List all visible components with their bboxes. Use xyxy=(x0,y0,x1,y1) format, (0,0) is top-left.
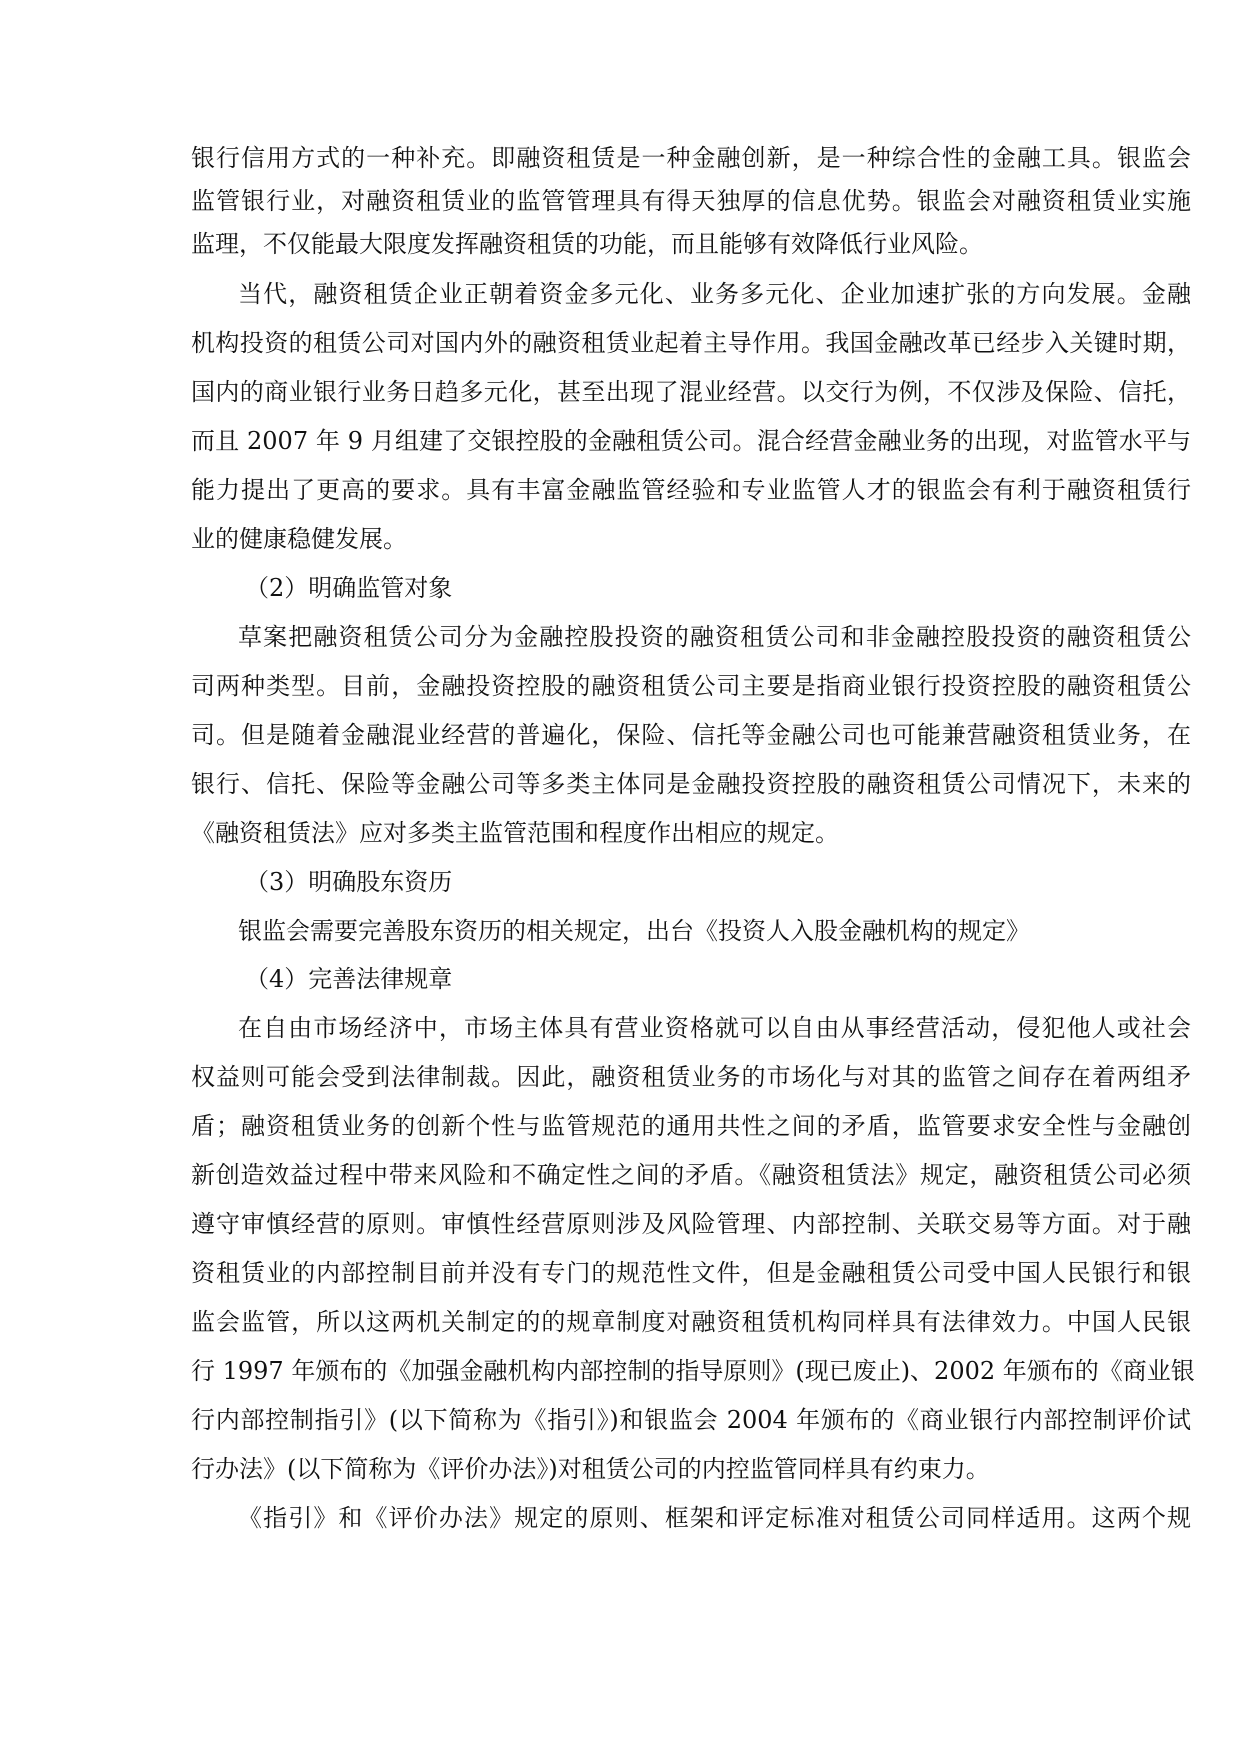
text-line: 当代，融资租赁企业正朝着资金多元化、业务多元化、企业加速扩张的方向发展。金融 xyxy=(238,280,1191,308)
section-heading: （3）明确股东资历 xyxy=(245,868,453,896)
text-line: 新创造效益过程中带来风险和不确定性之间的矛盾。《融资租赁法》规定，融资租赁公司必须 xyxy=(191,1161,1191,1189)
section-heading: （2）明确监管对象 xyxy=(245,574,453,602)
text-line: 银监会需要完善股东资历的相关规定，出台《投资人入股金融机构的规定》 xyxy=(238,917,1030,945)
text-line: 机构投资的租赁公司对国内外的融资租赁业起着主导作用。我国金融改革已经步入关键时期， xyxy=(191,329,1191,357)
text-line: 在自由市场经济中，市场主体具有营业资格就可以自由从事经营活动，侵犯他人或社会 xyxy=(238,1014,1191,1042)
text-line: 监管银行业，对融资租赁业的监管管理具有得天独厚的信息优势。银监会对融资租赁业实施 xyxy=(191,187,1191,215)
text-line: 业的健康稳健发展。 xyxy=(191,525,407,553)
text-line: 国内的商业银行业务日趋多元化，甚至出现了混业经营。以交行为例，不仅涉及保险、信托， xyxy=(191,378,1191,406)
text-line: 行内部控制指引》(以下简称为《指引》)和银监会 2004 年颁布的《商业银行内部控制评价试 xyxy=(191,1406,1191,1434)
text-line: 监会监管，所以这两机关制定的的规章制度对融资租赁机构同样具有法律效力。中国人民银 xyxy=(191,1308,1191,1336)
section-heading: （4）完善法律规章 xyxy=(245,965,453,993)
text-line: 银行、信托、保险等金融公司等多类主体同是金融投资控股的融资租赁公司情况下，未来的 xyxy=(191,770,1191,798)
text-line: 行办法》(以下简称为《评价办法》)对租赁公司的内控监管同样具有约束力。 xyxy=(191,1455,990,1483)
text-line: 权益则可能会受到法律制裁。因此，融资租赁业务的市场化与对其的监管之间存在着两组矛 xyxy=(191,1063,1191,1091)
text-line: 遵守审慎经营的原则。审慎性经营原则涉及风险管理、内部控制、关联交易等方面。对于融 xyxy=(191,1210,1191,1238)
text-line: 银行信用方式的一种补充。即融资租赁是一种金融创新，是一种综合性的金融工具。银监会 xyxy=(191,144,1191,172)
text-line: 监理，不仅能最大限度发挥融资租赁的功能，而且能够有效降低行业风险。 xyxy=(191,230,983,258)
text-line: 盾；融资租赁业务的创新个性与监管规范的通用共性之间的矛盾，监管要求安全性与金融创 xyxy=(191,1112,1191,1140)
text-line: 《指引》和《评价办法》规定的原则、框架和评定标准对租赁公司同样适用。这两个规 xyxy=(238,1504,1191,1532)
text-line: 《融资租赁法》应对多类主监管范围和程度作出相应的规定。 xyxy=(191,819,839,847)
text-line: 资租赁业的内部控制目前并没有专门的规范性文件，但是金融租赁公司受中国人民银行和银 xyxy=(191,1259,1191,1287)
text-line: 司两种类型。目前，金融投资控股的融资租赁公司主要是指商业银行投资控股的融资租赁公 xyxy=(191,672,1191,700)
text-line: 司。但是随着金融混业经营的普遍化，保险、信托等金融公司也可能兼营融资租赁业务，在 xyxy=(191,721,1191,749)
text-line: 草案把融资租赁公司分为金融控股投资的融资租赁公司和非金融控股投资的融资租赁公 xyxy=(238,623,1191,651)
text-line: 而且 2007 年 9 月组建了交银控股的金融租赁公司。混合经营金融业务的出现，对监管水平与 xyxy=(191,427,1191,455)
text-line: 能力提出了更高的要求。具有丰富金融监管经验和专业监管人才的银监会有利于融资租赁行 xyxy=(191,476,1191,504)
text-line: 行 1997 年颁布的《加强金融机构内部控制的指导原则》(现已废止)、2002 年颁布的《商业银 xyxy=(191,1357,1195,1385)
